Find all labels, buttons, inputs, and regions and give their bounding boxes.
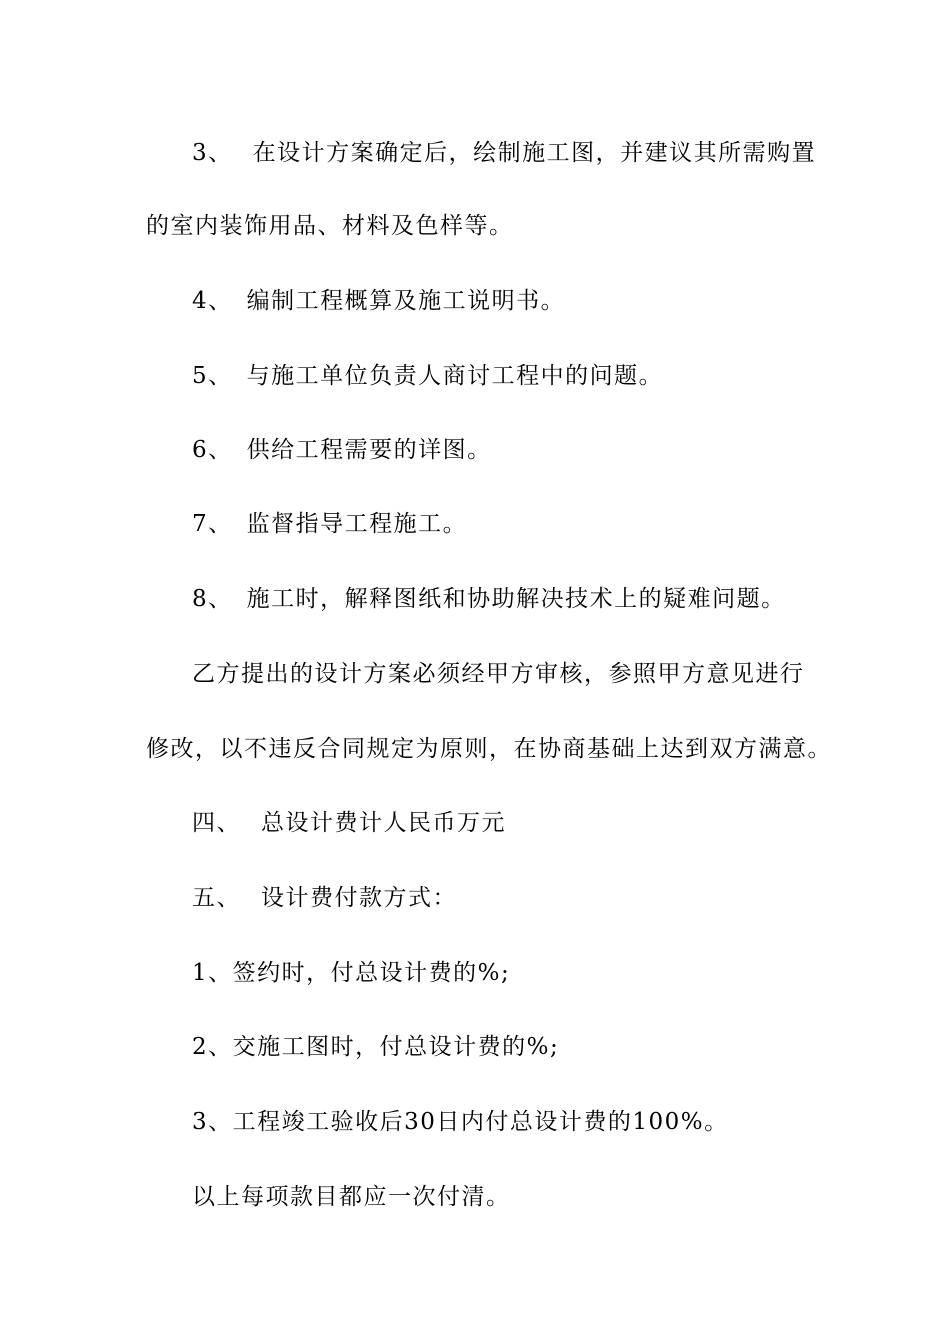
paragraph-text: 修改，以不违反合同规定为原则，在协商基础上达到双方满意。	[146, 736, 832, 762]
payment-note	[192, 1182, 511, 1212]
payment-text: 1、签约时，付总设计费的%;	[192, 960, 511, 986]
note-text: 以上每项款目都应一次付清。	[192, 1184, 511, 1210]
payment-item-2	[192, 1032, 559, 1062]
payment-item-1	[192, 958, 510, 988]
section-five	[192, 883, 457, 913]
clause-3	[192, 138, 816, 168]
clause-number: 5、	[192, 363, 233, 389]
section-four	[192, 808, 506, 838]
section-number: 五、	[192, 885, 241, 911]
review-paragraph-continuation	[146, 734, 832, 764]
section-text: 设计费付款方式：	[261, 885, 457, 911]
clause-number: 4、	[192, 288, 233, 314]
clause-number: 3、	[192, 140, 233, 166]
clause-number: 7、	[192, 511, 233, 537]
payment-text: 3、工程竣工验收后30日内付总设计费的100%。	[192, 1109, 729, 1135]
clause-text: 的室内装饰用品、材料及色样等。	[146, 213, 514, 239]
payment-item-3	[192, 1107, 729, 1137]
clause-text: 施工时，解释图纸和协助解决技术上的疑难问题。	[246, 586, 786, 612]
clause-number: 8、	[192, 586, 233, 612]
clause-8	[192, 584, 786, 614]
clause-3-continuation	[146, 211, 514, 241]
review-paragraph	[192, 659, 805, 689]
clause-text: 监督指导工程施工。	[246, 511, 468, 537]
clause-text: 编制工程概算及施工说明书。	[246, 288, 566, 314]
section-number: 四、	[192, 810, 241, 836]
clause-6	[192, 435, 492, 465]
clause-text: 供给工程需要的详图。	[246, 437, 492, 463]
clause-text: 与施工单位负责人商讨工程中的问题。	[246, 363, 664, 389]
clause-4	[192, 286, 565, 316]
clause-number: 6、	[192, 437, 233, 463]
clause-7	[192, 509, 467, 539]
payment-text: 2、交施工图时，付总设计费的%;	[192, 1034, 560, 1060]
paragraph-text: 乙方提出的设计方案必须经甲方审核，参照甲方意见进行	[192, 661, 805, 687]
clause-text: 在设计方案确定后，绘制施工图，并建议其所需购置	[252, 140, 817, 166]
clause-5	[192, 361, 663, 391]
section-text: 总设计费计人民币万元	[261, 810, 506, 836]
